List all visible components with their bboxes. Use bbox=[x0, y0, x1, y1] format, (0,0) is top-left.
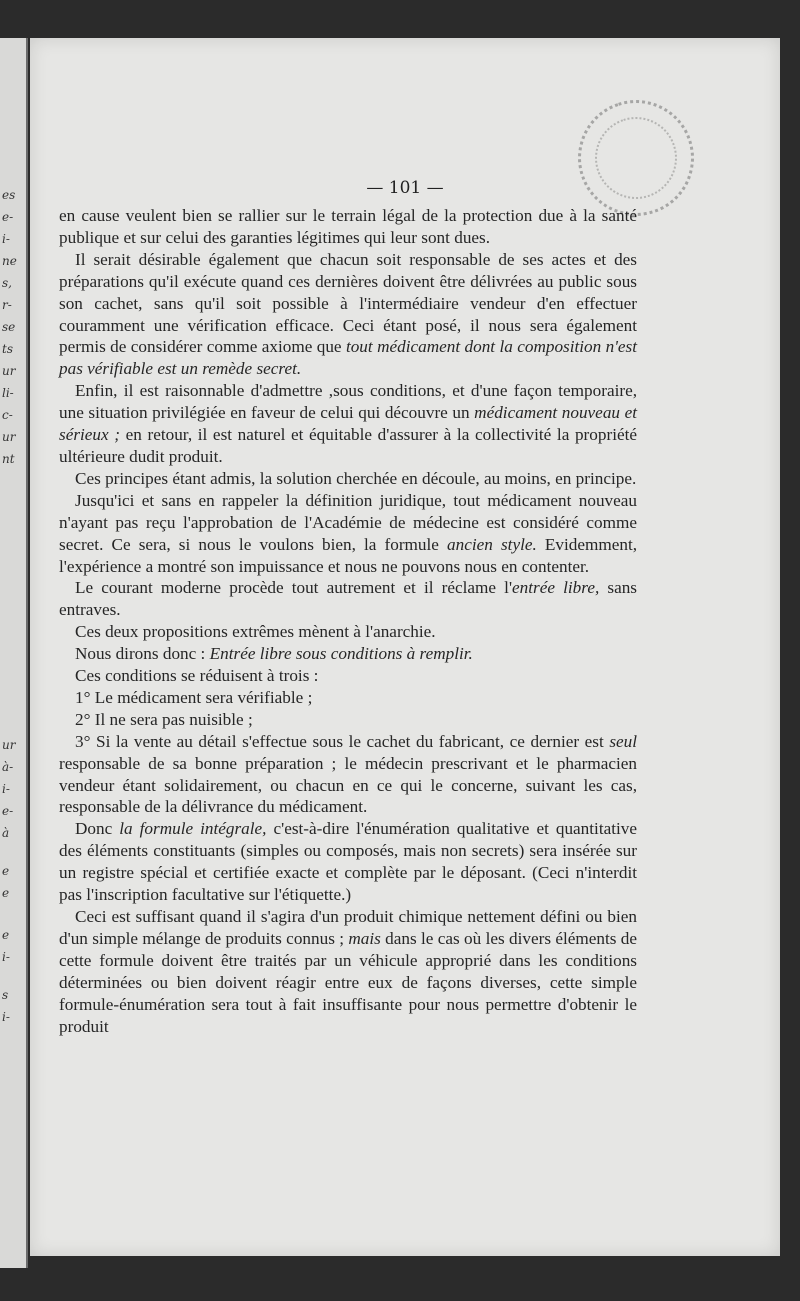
adjacent-page-fragment: e- bbox=[2, 210, 14, 224]
paragraph bbox=[59, 205, 637, 249]
text-run: Le courant moderne procède tout autrement et il réclame l' bbox=[75, 578, 513, 598]
adjacent-page-fragment: c- bbox=[2, 408, 13, 422]
paragraph bbox=[59, 577, 637, 621]
adjacent-page-fragment: se bbox=[2, 320, 16, 334]
adjacent-page-fragment: ur bbox=[2, 364, 16, 378]
paragraph bbox=[59, 731, 637, 819]
paragraph bbox=[59, 643, 637, 665]
adjacent-page-fragment: e- bbox=[2, 804, 14, 818]
page-number: — 101 — bbox=[366, 178, 444, 198]
paragraph bbox=[59, 818, 637, 906]
adjacent-page-fragment: s bbox=[2, 988, 9, 1002]
adjacent-page-fragment: ur bbox=[2, 430, 16, 444]
adjacent-page-fragment: ur bbox=[2, 738, 16, 752]
text-run: sans entraves. bbox=[59, 578, 637, 620]
text-run: Ceci est suffisant quand il s'agira d'un produit chimique nettement défini ou bien d'un simple mélange de produits connus ; bbox=[59, 907, 637, 948]
book-page bbox=[30, 38, 780, 1256]
adjacent-page-fragment: i- bbox=[2, 1010, 10, 1024]
paragraph bbox=[59, 906, 637, 1037]
adjacent-page-fragment: e bbox=[2, 928, 10, 942]
italic-text: seul bbox=[609, 731, 637, 751]
italic-text: Entrée libre sous conditions à remplir. bbox=[209, 644, 473, 664]
paragraph bbox=[59, 621, 637, 643]
text-run: Evidemment, l'expérience a montré son impuissance et nous ne pouvons nous en contenter. bbox=[59, 534, 638, 576]
adjacent-page-fragment: i- bbox=[2, 950, 10, 964]
adjacent-page-fragment: à bbox=[2, 826, 10, 840]
adjacent-page-edge bbox=[0, 38, 28, 1268]
adjacent-page-fragment: r- bbox=[2, 298, 12, 312]
adjacent-page-fragment: e bbox=[2, 864, 10, 878]
text-run: Ces deux propositions extrêmes mènent à l'anarchie. bbox=[75, 622, 436, 642]
paragraph bbox=[59, 249, 637, 380]
paragraph bbox=[59, 380, 637, 468]
italic-text: mais bbox=[348, 928, 381, 948]
text-run: c'est-à-dire l'énumération qualitative et quantitative des éléments constituants (simples ou composés, mais non secrets) sera insérée sur un registre spécial et certifiée exacte et complète par le déposant. (Ceci n'interdit pas l'inscription facultative sur l'étiquette.) bbox=[59, 819, 638, 905]
text-run: Ces principes étant admis, la solution cherchée en découle, au moins, en principe. bbox=[75, 468, 637, 488]
text-run: 1° Le médicament sera vérifiable ; bbox=[75, 687, 313, 707]
italic-text: la formule intégrale, bbox=[119, 819, 267, 839]
text-run: Donc bbox=[75, 819, 120, 839]
italic-text: médicament nouveau et sérieux ; bbox=[59, 403, 637, 445]
text-run: 3° Si la vente au détail s'effectue sous le cachet du fabricant, ce dernier est bbox=[75, 731, 610, 751]
adjacent-page-fragment: à- bbox=[2, 760, 14, 774]
adjacent-page-fragment: i- bbox=[2, 782, 10, 796]
adjacent-page-fragment: e bbox=[2, 886, 10, 900]
text-run: Ces conditions se réduisent à trois : bbox=[75, 666, 319, 686]
italic-text: tout médicament dont la composition n'est pas vérifiable est un remède secret. bbox=[59, 337, 637, 379]
adjacent-page-fragment: i- bbox=[2, 232, 10, 246]
italic-text: entrée libre, bbox=[512, 578, 600, 598]
paragraph bbox=[59, 468, 637, 490]
page-body bbox=[59, 205, 637, 1037]
text-run: responsable de sa bonne préparation ; le médecin prescrivant et le pharmacien vendeur étant solidairement, ou chacun en ce qui le concerne, suivant les cas, responsable de la délivrance du médicament. bbox=[59, 753, 637, 817]
adjacent-page-fragment: nt bbox=[2, 452, 15, 466]
italic-text: ancien style. bbox=[447, 534, 537, 554]
text-run: 2° Il ne sera pas nuisible ; bbox=[75, 709, 253, 729]
adjacent-page-fragment: es bbox=[2, 188, 16, 202]
paragraph bbox=[59, 490, 637, 578]
adjacent-page-fragment: ne bbox=[2, 254, 17, 268]
adjacent-page-fragment: li- bbox=[2, 386, 14, 400]
text-run: en retour, il est naturel et équitable d'assurer à la collectivité la propriété ultérieure dudit produit. bbox=[59, 425, 638, 466]
adjacent-page-fragment: ts bbox=[2, 342, 13, 356]
text-run: Enfin, il est raisonnable d'admettre ,sous conditions, et d'une façon temporaire, une situation privilégiée en faveur de celui qui découvre un bbox=[59, 381, 637, 423]
paragraph bbox=[59, 687, 637, 709]
text-run: en cause veulent bien se rallier sur le terrain légal de la protection due à la santé publique et sur celui des garanties légitimes qui leur sont dues. bbox=[59, 206, 637, 247]
text-run: Jusqu'ici et sans en rappeler la définition juridique, tout médicament nouveau n'ayant pas reçu l'approbation de l'Académie de médecine est considéré comme secret. Ce sera, si nous le voulons bien, la formule bbox=[59, 490, 637, 554]
adjacent-page-fragment: s, bbox=[2, 276, 12, 290]
paragraph bbox=[59, 709, 637, 731]
text-run: dans le cas où les divers éléments de cette formule doivent être traités par un véhicule approprié dans les conditions déterminées ou bien doivent réagir entre eux de façons diverses, cette simple formule-énumération sera tout à fait insuffisante pour nous permettre d'obtenir le produit bbox=[59, 928, 637, 1036]
text-run: Nous dirons donc : bbox=[75, 644, 210, 664]
text-run: Il serait désirable également que chacun soit responsable de ses actes et des préparations qu'il exécute quand ces dernières doivent être délivrées au public sous son cachet, sans qu'il soit possible à l'intermédiaire vendeur d'en effectuer couramment une vérification efficace. Ceci étant posé, il nous sera également permis de considérer comme axiome que bbox=[59, 249, 637, 357]
paragraph bbox=[59, 665, 637, 687]
